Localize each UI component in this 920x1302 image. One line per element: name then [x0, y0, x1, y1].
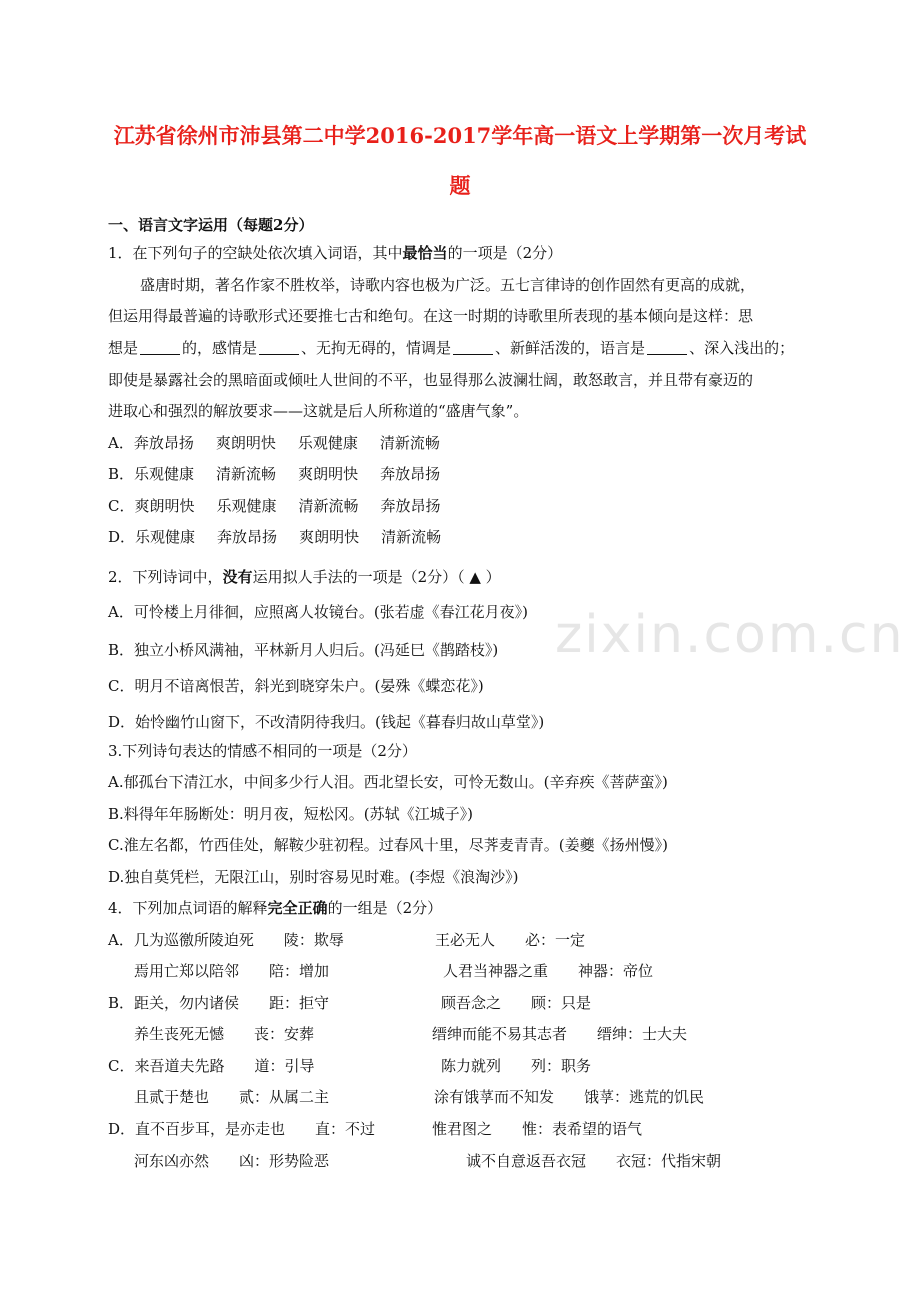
- q4-option-row-right: 王必无人 必：一定: [435, 931, 586, 949]
- q4-option-row-right: 缙绅而能不易其志者 缙绅：士大夫: [432, 1025, 688, 1043]
- q1-stem-emphasis: 最恰当: [402, 244, 448, 262]
- option-choice: 爽朗明快: [215, 434, 276, 452]
- q2-option-a: A．可怜楼上月徘徊，应照离人妆镜台。(张若虚《春江花月夜》): [108, 603, 529, 621]
- q2-option-d: D．始怜幽竹山窗下，不改清阴待我归。(钱起《暮春归故山草堂》): [108, 713, 545, 731]
- option-choice: 爽朗明快: [134, 497, 195, 515]
- q3-stem: 3.下列诗句表达的情感不相同的一项是（2分）: [108, 742, 417, 760]
- q1-passage-line: 进取心和强烈的解放要求——这就是后人所称道的“盛唐气象”。: [108, 402, 529, 420]
- document-title-line-1: 江苏省徐州市沛县第二中学2016-2017学年高一语文上学期第一次月考试: [113, 123, 807, 148]
- q4-stem-text: 4．下列加点词语的解释: [108, 899, 268, 917]
- q4-stem: [108, 898, 442, 918]
- q4-option-row-left: 焉用亡郑以陪邻 陪：增加: [134, 962, 330, 980]
- option-choice: 奔放昂扬: [380, 497, 441, 515]
- watermark: zixin.com.cn: [555, 605, 905, 665]
- q4-option-row-left: 河东凶亦然 凶：形势险恶: [134, 1152, 330, 1170]
- fill-blank: [453, 340, 493, 355]
- q1-passage-line: 盛唐时期，著名作家不胜枚举，诗歌内容也极为广泛。五七言律诗的创作固然有更高的成就，: [140, 276, 756, 294]
- option-choice: 奔放昂扬: [217, 528, 278, 546]
- q1-passage-fragment: 、新鲜活泼的，语言是: [495, 339, 646, 357]
- q4-option-row-left: B．距关，勿内诸侯 距：拒守: [108, 994, 330, 1012]
- q4-stem-text-end: 的一组是（2分）: [327, 899, 443, 917]
- q4-option-row-left: D．直不百步耳，是亦走也 直：不过: [108, 1120, 376, 1138]
- fill-blank: [259, 340, 299, 355]
- q4-option-row-right: 诚不自意返吾衣冠 衣冠：代指宋朝: [466, 1152, 722, 1170]
- q1-passage-line: [108, 338, 794, 358]
- q1-passage-fragment: 、深入浅出的；: [689, 339, 795, 357]
- option-choice: 清新流畅: [379, 434, 440, 452]
- q4-option-row-right: 顾吾念之 顾：只是: [441, 994, 592, 1012]
- option-choice: 乐观健康: [297, 434, 358, 452]
- q1-passage-line: 但运用得最普遍的诗歌形式还要推七古和绝句。在这一时期的诗歌里所表现的基本倾向是这样：思: [108, 307, 754, 325]
- section-heading: 一、语言文字运用（每题2分）: [108, 216, 314, 234]
- q1-passage-fragment: 的，感情是: [182, 339, 258, 357]
- q1-stem: [108, 243, 562, 263]
- option-label: A．: [108, 434, 134, 452]
- q4-option-row-left: 养生丧死无憾 丧：安葬: [134, 1025, 315, 1043]
- q2-option-c: C．明月不谙离恨苦，斜光到晓穿朱户。(晏殊《蝶恋花》): [108, 677, 484, 695]
- option-choice: 清新流畅: [298, 497, 359, 515]
- q2-option-b: B．独立小桥风满袖，平林新月人归后。(冯延巳《鹊踏枝》): [108, 641, 499, 659]
- option-label: C．: [108, 497, 135, 515]
- option-label: B．: [108, 465, 135, 483]
- q4-option-row-left: 且贰于楚也 贰：从属二主: [134, 1088, 330, 1106]
- option-choice: 奔放昂扬: [133, 434, 194, 452]
- q2-stem-text: 2．下列诗词中，: [108, 568, 223, 586]
- q4-option-row-left: C．来吾道夫先路 道：引导: [108, 1057, 315, 1075]
- document-title-line-2: 题: [449, 173, 471, 198]
- q4-option-row-right: 陈力就列 列：职务: [441, 1057, 592, 1075]
- q4-stem-emphasis: 完全正确: [267, 899, 328, 917]
- q2-stem-emphasis: 没有: [222, 568, 253, 586]
- q1-stem-text: 1．在下列句子的空缺处依次填入词语，其中: [108, 244, 403, 262]
- q4-option-row-right: 惟君图之 惟：表希望的语气: [432, 1120, 643, 1138]
- q1-passage-fragment: 想是: [108, 339, 139, 357]
- q2-stem: [108, 567, 501, 587]
- q4-option-row-right: 人君当神器之重 神器：帝位: [443, 962, 654, 980]
- option-choice: 乐观健康: [216, 497, 277, 515]
- option-choice: 乐观健康: [134, 465, 195, 483]
- option-choice: 乐观健康: [135, 528, 196, 546]
- fill-blank: [647, 340, 687, 355]
- q1-passage-line: 即使是暴露社会的黑暗面或倾吐人世间的不平，也显得那么波澜壮阔，敢怒敢言，并且带有豪迈的: [108, 371, 754, 389]
- q3-option-a: A.郁孤台下清江水，中间多少行人泪。西北望长安，可怜无数山。(辛弃疾《菩萨蛮》): [108, 773, 668, 791]
- q3-option-c: C.淮左名都，竹西佳处，解鞍少驻初程。过春风十里，尽荠麦青青。(姜夔《扬州慢》): [108, 836, 668, 854]
- q4-option-row-right: 涂有饿莩而不知发 饿莩：逃荒的饥民: [434, 1088, 705, 1106]
- q1-option-a: [108, 433, 462, 453]
- q4-option-row-left: A．几为巡徼所陵迫死 陵：欺辱: [108, 931, 344, 949]
- option-choice: 清新流畅: [381, 528, 442, 546]
- q1-stem-text-end: 的一项是（2分）: [447, 244, 563, 262]
- q1-option-c: [108, 496, 463, 516]
- option-choice: 爽朗明快: [298, 465, 359, 483]
- option-choice: 清新流畅: [216, 465, 277, 483]
- option-choice: 爽朗明快: [299, 528, 360, 546]
- q3-option-d: D.独自莫凭栏，无限江山，别时容易见时难。(李煜《浪淘沙》): [108, 868, 519, 886]
- option-choice: 奔放昂扬: [380, 465, 441, 483]
- q3-option-b: B.料得年年肠断处：明月夜，短松冈。(苏轼《江城子》): [108, 805, 473, 823]
- q1-option-d: [108, 527, 463, 547]
- option-label: D．: [108, 528, 136, 546]
- q2-stem-text-end: 运用拟人手法的一项是（2分）（ ▲ ）: [252, 568, 501, 586]
- q1-passage-fragment: 、无拘无碍的，情调是: [301, 339, 452, 357]
- fill-blank: [140, 340, 180, 355]
- q1-option-b: [108, 464, 462, 484]
